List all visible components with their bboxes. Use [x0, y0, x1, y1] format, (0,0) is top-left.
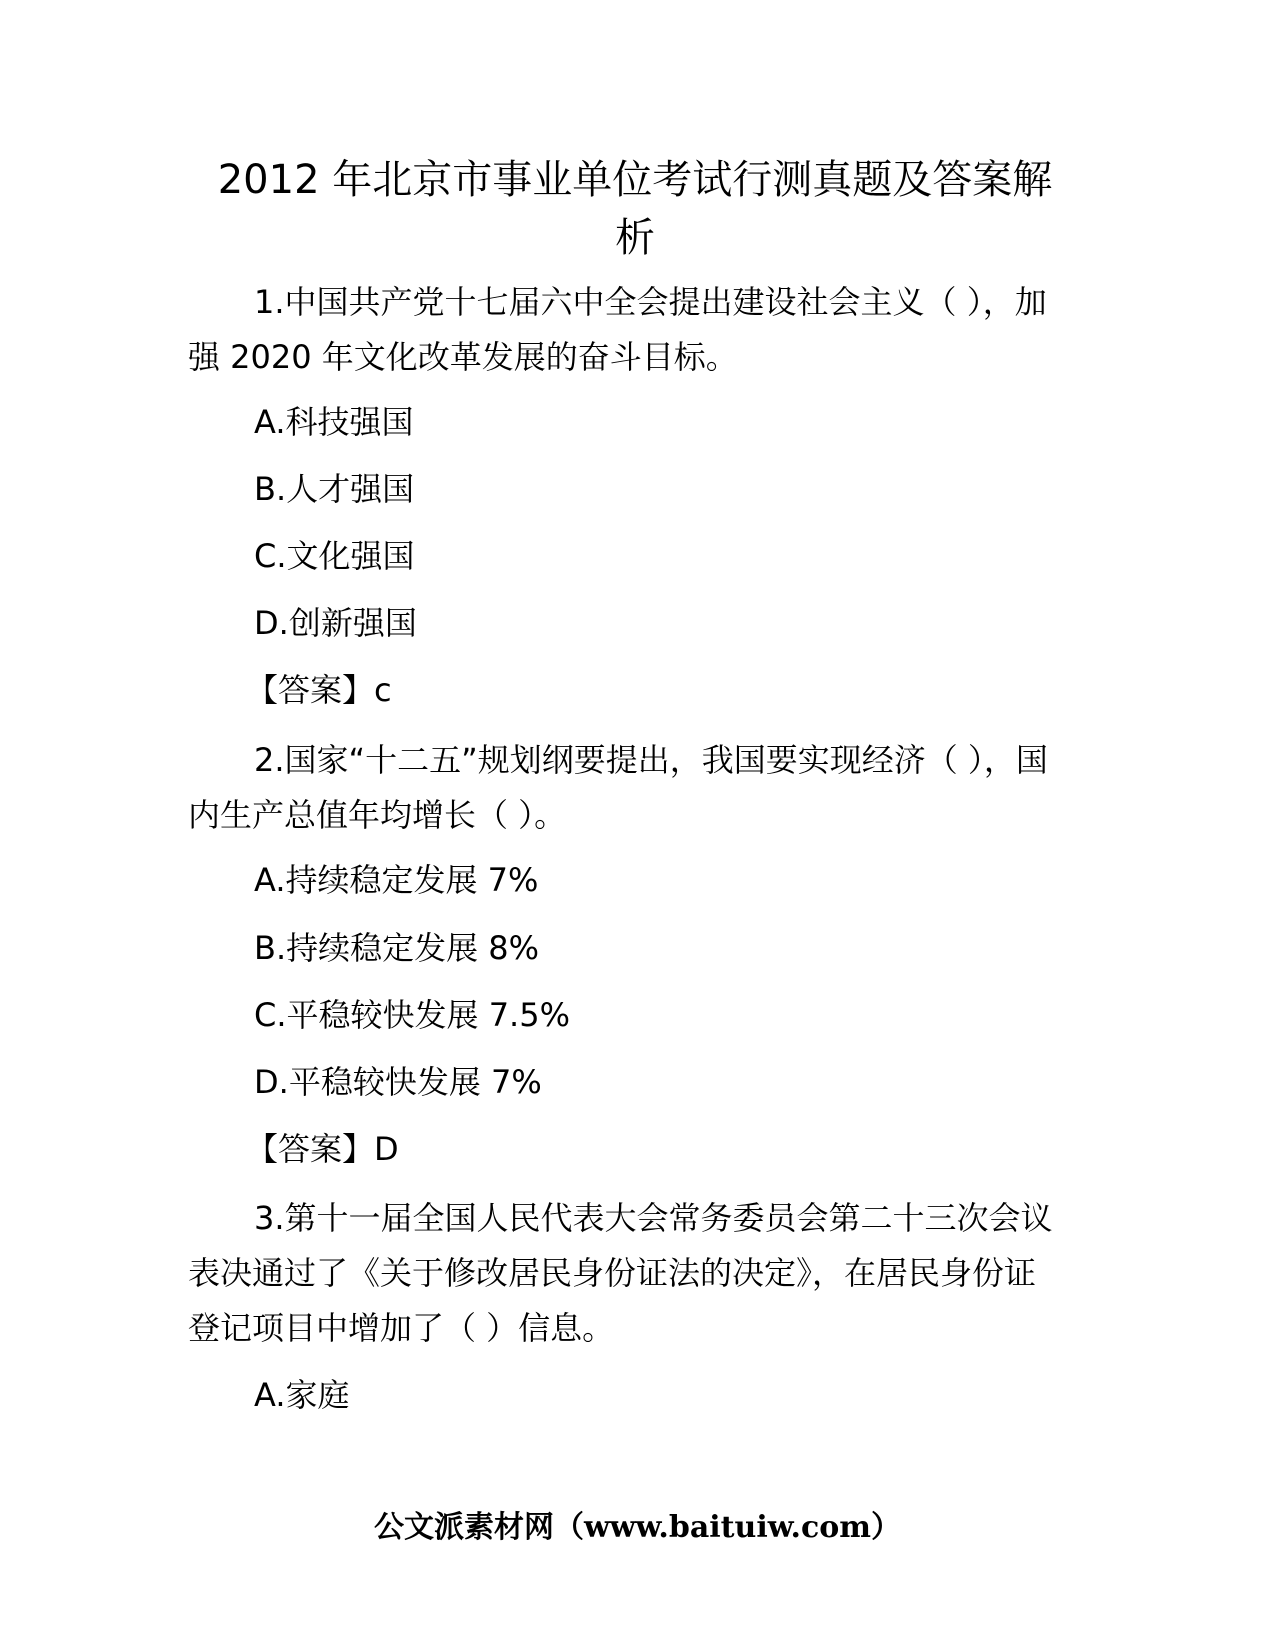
question-1-option-b: B.人才强国	[254, 470, 415, 508]
question-1-option-d: D.创新强国	[254, 604, 417, 642]
title-line-2: 析	[615, 215, 655, 261]
question-2-answer: 【答案】D	[246, 1130, 399, 1168]
question-1-text-line-1: 1.中国共产党十七届六中全会提出建设社会主义（ ），加	[254, 283, 1047, 321]
question-3-text-line-2: 表决通过了《关于修改居民身份证法的决定》，在居民身份证	[188, 1254, 1037, 1292]
question-1-text-line-2: 强 2020 年文化改革发展的奋斗目标。	[188, 338, 738, 376]
question-1-option-a: A.科技强国	[254, 403, 414, 441]
question-2-text-line-1: 2.国家“十二五”规划纲要提出，我国要实现经济（ ），国	[254, 741, 1048, 779]
question-1-answer: 【答案】c	[246, 671, 392, 709]
footer-source: 公文派素材网（www.baituiw.com）	[373, 1510, 902, 1545]
question-1-option-c: C.文化强国	[254, 537, 415, 575]
question-2-option-b: B.持续稳定发展 8%	[254, 929, 540, 967]
question-3-option-a: A.家庭	[254, 1376, 350, 1414]
question-3-text-line-3: 登记项目中增加了（ ）信息。	[188, 1309, 615, 1347]
question-3-text-line-1: 3.第十一届全国人民代表大会常务委员会第二十三次会议	[254, 1199, 1053, 1237]
title-line-1: 2012 年北京市事业单位考试行测真题及答案解	[217, 157, 1053, 203]
question-2-option-a: A.持续稳定发展 7%	[254, 861, 539, 899]
document-title	[180, 151, 1090, 267]
question-2-text-line-2: 内生产总值年均增长（ ）。	[188, 796, 567, 834]
question-2-option-c: C.平稳较快发展 7.5%	[254, 996, 570, 1034]
question-2-option-d: D.平稳较快发展 7%	[254, 1063, 542, 1101]
